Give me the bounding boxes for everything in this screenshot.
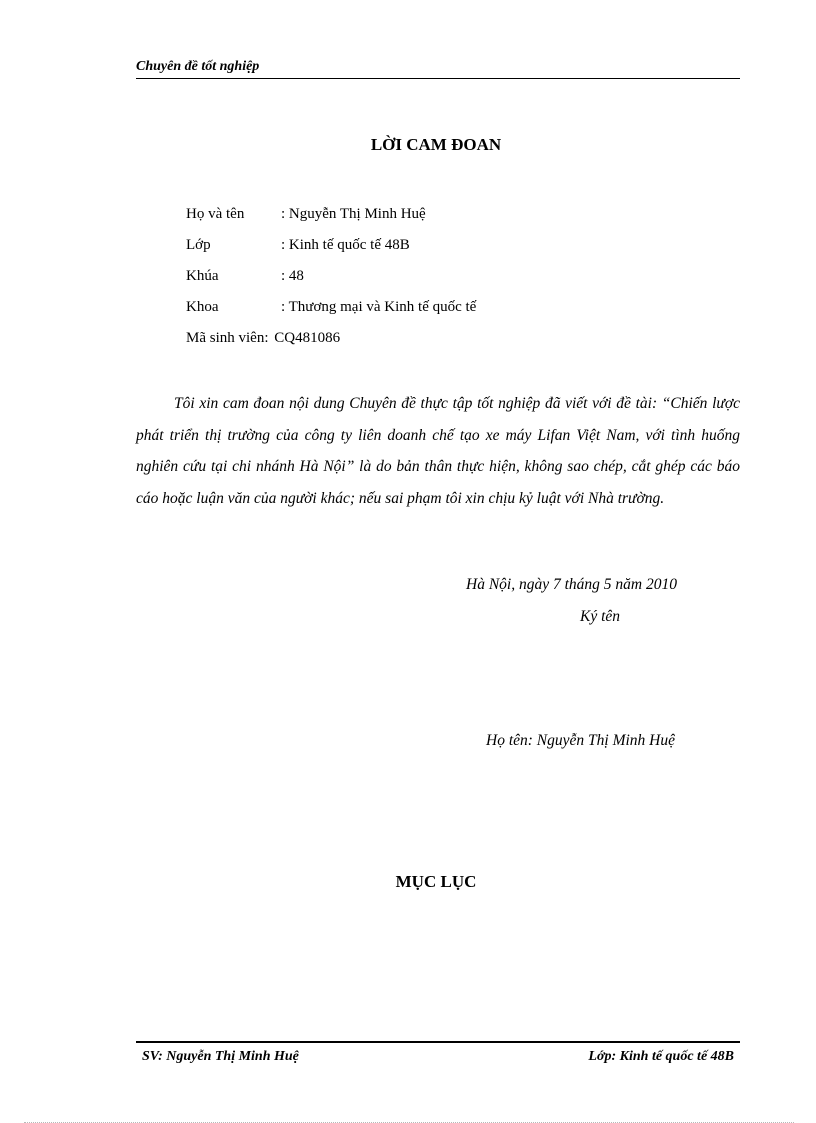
page-footer xyxy=(136,1041,740,1064)
info-row-faculty xyxy=(186,296,476,327)
signature-date: Hà Nội, ngày 7 tháng 5 năm 2010 xyxy=(466,576,677,593)
info-label: Họ và tên xyxy=(186,206,245,222)
info-row-name xyxy=(186,203,476,234)
info-label: Khúa xyxy=(186,268,219,284)
signature-name: Họ tên: Nguyễn Thị Minh Huệ xyxy=(486,732,675,749)
header-text: Chuyên đề tốt nghiệp xyxy=(136,59,260,74)
info-value: : Kinh tế quốc tế 48B xyxy=(281,237,410,253)
page-header xyxy=(136,58,740,79)
info-label: Lớp xyxy=(186,237,211,253)
info-label: Mã sinh viên: xyxy=(186,330,269,346)
declaration-paragraph: Tôi xin cam đoan nội dung Chuyên đề thực tập tốt nghiệp đã viết với đề tài: “Chiến lược phát triển thị trường của công ty liên doanh chế tạo xe máy Lifan Việt Nam, với tình huống nghiên cứu tại chi nhánh Hà Nội” là do bản thân thực hiện, không sao chép, cắt ghép các báo cáo hoặc luận văn của người khác; nếu sai phạm tôi xin chịu kỷ luật với Nhà trường. xyxy=(136,395,740,507)
info-label: Khoa xyxy=(186,299,219,315)
info-value: : Nguyễn Thị Minh Huệ xyxy=(281,206,426,222)
info-value: : 48 xyxy=(281,268,304,284)
info-value: CQ481086 xyxy=(274,330,341,346)
info-row-class xyxy=(186,234,476,265)
student-info xyxy=(186,203,476,358)
info-row-student-id xyxy=(186,327,476,358)
footer-student: SV: Nguyễn Thị Minh Huệ xyxy=(142,1049,299,1064)
info-value: : Thương mại và Kinh tế quốc tế xyxy=(281,299,477,315)
toc-title: MỤC LỤC xyxy=(395,872,477,891)
declaration-title: LỜI CAM ĐOAN xyxy=(370,135,502,154)
footer-class: Lớp: Kinh tế quốc tế 48B xyxy=(588,1049,734,1064)
signature-label: Ký tên xyxy=(580,608,621,625)
info-row-cohort xyxy=(186,265,476,296)
